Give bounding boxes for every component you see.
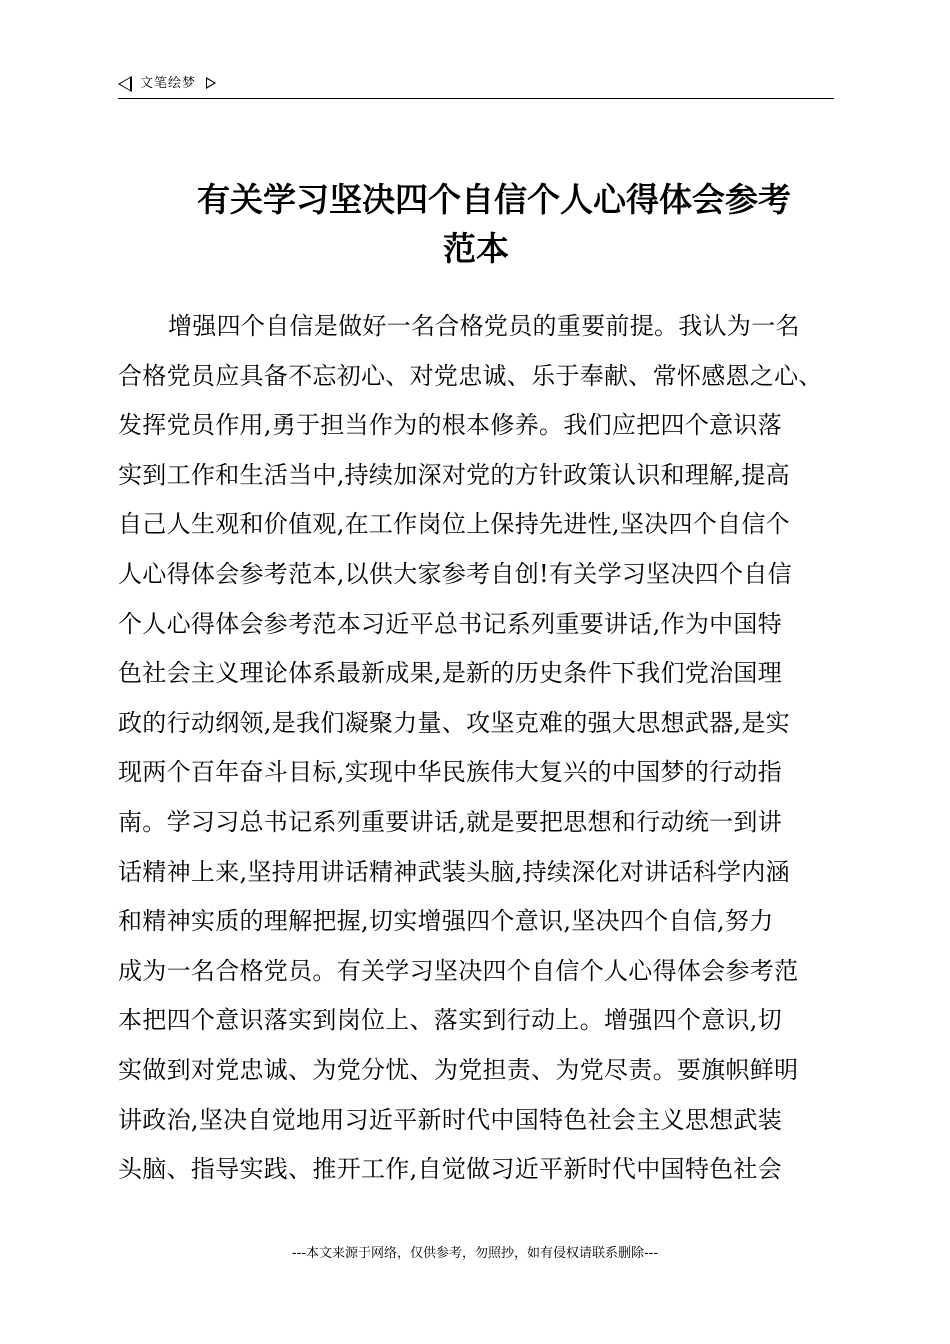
paragraph-line: 色社会主义理论体系最新成果,是新的历史条件下我们党治国理 bbox=[118, 659, 783, 688]
paragraph-line: 增强四个自信是做好一名合格党员的重要前提。我认为一名 bbox=[168, 312, 800, 340]
paragraph-line: 和精神实质的理解把握,切实增强四个意识,坚决四个自信,努力 bbox=[118, 907, 774, 936]
paragraph-line: 个人心得体会参考范本习近平总书记系列重要讲话,作为中国特 bbox=[118, 609, 783, 638]
document-title-line: 有关学习坚决四个自信个人心得体会参考 bbox=[197, 180, 791, 219]
paragraph-line: 南。学习习总书记系列重要讲话,就是要把思想和行动统一到讲 bbox=[118, 807, 783, 836]
paragraph-line: 政的行动纲领,是我们凝聚力量、攻坚克难的强大思想武器,是实 bbox=[118, 708, 790, 737]
triangle-right-icon bbox=[206, 77, 216, 89]
paragraph-line: 人心得体会参考范本,以供大家参考自创!有关学习坚决四个自信 bbox=[118, 559, 792, 588]
paragraph-line: 本把四个意识落实到岗位上、落实到行动上。增强四个意识,切 bbox=[118, 1006, 783, 1035]
page-header bbox=[118, 72, 834, 99]
paragraph-line: 实做到对党忠诚、为党分忧、为党担责、为党尽责。要旗帜鲜明 bbox=[118, 1055, 799, 1084]
paragraph-line: 成为一名合格党员。有关学习坚决四个自信个人心得体会参考范 bbox=[118, 956, 799, 985]
header-title: 文笔绘梦 bbox=[140, 76, 197, 91]
paragraph-line: 发挥党员作用,勇于担当作为的根本修养。我们应把四个意识落 bbox=[118, 411, 783, 440]
paragraph-line: 话精神上来,坚持用讲话精神武装头脑,持续深化对讲话科学内涵 bbox=[118, 857, 790, 886]
paragraph-line: 合格党员应具备不忘初心、对党忠诚、乐于奉献、常怀感恩之心、 bbox=[118, 361, 823, 390]
document-title-line: 范本 bbox=[443, 229, 509, 268]
document-title bbox=[118, 175, 834, 273]
paragraph-line: 实到工作和生活当中,持续加深对党的方针政策认识和理解,提高 bbox=[118, 460, 790, 489]
triangle-left-icon bbox=[118, 76, 132, 92]
paragraph-line: 自己人生观和价值观,在工作岗位上保持先进性,坚决四个自信个 bbox=[118, 510, 790, 539]
paragraph-line: 讲政治,坚决自觉地用习近平新时代中国特色社会主义思想武装 bbox=[118, 1105, 783, 1134]
document-body bbox=[118, 302, 834, 1195]
paragraph-line: 现两个百年奋斗目标,实现中华民族伟大复兴的中国梦的行动指 bbox=[118, 758, 783, 787]
page-footer: ---本文来源于网络，仅供参考，勿照抄，如有侵权请联系删除--- bbox=[291, 1246, 659, 1261]
paragraph-line: 头脑、指导实践、推开工作,自觉做习近平新时代中国特色社会 bbox=[118, 1155, 783, 1184]
